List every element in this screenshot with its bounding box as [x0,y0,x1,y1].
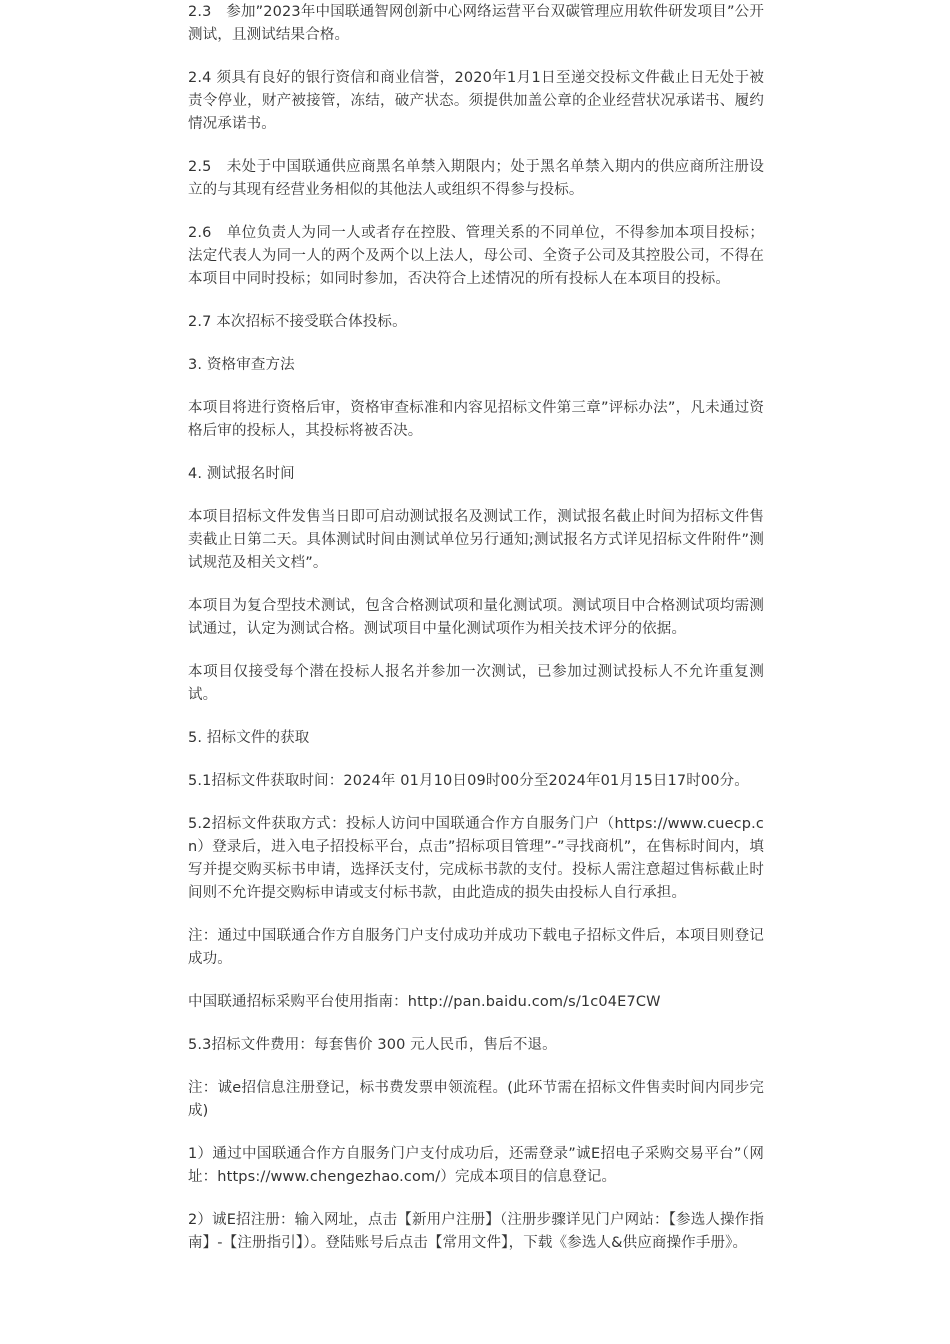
section-4-heading: 4. 测试报名时间 [188,466,295,482]
step-2-register: 2）诚E招注册：输入网址，点击【新用户注册】（注册步骤详见门户网站：【参选人操作指南】-【注册指引】）。登陆账号后点击【常用文件】，下载《参选人&供应商操作手册》。 [188,1212,764,1251]
clause-2-6: 2.6 单位负责人为同一人或者存在控股、管理关系的不同单位，不得参加本项目投标；法定代表人为同一人的两个及两个以上法人，母公司、全资子公司及其控股公司，不得在本项目中同时投标；如同时参加，否决符合上述情况的所有投标人在本项目的投标。 [188,225,764,287]
section-3-body: 本项目将进行资格后审，资格审查标准和内容见招标文件第三章”评标办法”，凡未通过资格后审的投标人，其投标将被否决。 [188,400,764,439]
clause-2-4: 2.4 须具有良好的银行资信和商业信誉，2020年1月1日至递交投标文件截止日无处于被责令停业，财产被接管，冻结，破产状态。须提供加盖公章的企业经营状况承诺书、履约情况承诺书。 [188,70,764,132]
clause-5-2: 5.2招标文件获取方式：投标人访问中国联通合作方自服务门户（https://www.cuecp.cn）登录后，进入电子招投标平台，点击”招标项目管理”-”寻找商机”，在售标时间内，填写并提交购买标书申请，选择沃支付，完成标书款的支付。投标人需注意超过售标截止时间则不允许提交购标申请或支付标书款，由此造成的损失由投标人自行承担。 [188,816,764,901]
step-1-login: 1）通过中国联通合作方自服务门户支付成功后，还需登录”诚E招电子采购交易平台”（网址：https://www.chengezhao.com/）完成本项目的信息登记。 [188,1146,764,1185]
platform-guide-link: 中国联通招标采购平台使用指南：http://pan.baidu.com/s/1c04E7CW [188,994,661,1010]
section-4-body-1: 本项目招标文件发售当日即可启动测试报名及测试工作，测试报名截止时间为招标文件售卖截止日第二天。具体测试时间由测试单位另行通知;测试报名方式详见招标文件附件”测试规范及相关文档”。 [188,509,764,571]
clause-2-5: 2.5 未处于中国联通供应商黑名单禁入期限内；处于黑名单禁入期内的供应商所注册设立的与其现有经营业务相似的其他法人或组织不得参与投标。 [188,159,764,198]
note-invoice-process: 注：诚e招信息注册登记，标书费发票申领流程。(此环节需在招标文件售卖时间内同步完成) [188,1080,764,1119]
document-body [188,0,764,1275]
section-3-heading: 3. 资格审查方法 [188,357,295,373]
clause-5-1: 5.1招标文件获取时间：2024年 01月10日09时00分至2024年01月15日17时00分。 [188,773,749,789]
section-4-body-3: 本项目仅接受每个潜在投标人报名并参加一次测试，已参加过测试投标人不允许重复测试。 [188,664,764,703]
clause-2-3: 2.3 参加”2023年中国联通智网创新中心网络运营平台双碳管理应用软件研发项目”公开测试，且测试结果合格。 [188,4,764,43]
clause-2-7: 2.7 本次招标不接受联合体投标。 [188,314,407,330]
clause-5-3: 5.3招标文件费用：每套售价 300 元人民币，售后不退。 [188,1037,557,1053]
note-registration-success: 注：通过中国联通合作方自服务门户支付成功并成功下载电子招标文件后，本项目则登记成功。 [188,928,764,967]
section-5-heading: 5. 招标文件的获取 [188,730,310,746]
section-4-body-2: 本项目为复合型技术测试，包含合格测试项和量化测试项。测试项目中合格测试项均需测试通过，认定为测试合格。测试项目中量化测试项作为相关技术评分的依据。 [188,598,764,637]
